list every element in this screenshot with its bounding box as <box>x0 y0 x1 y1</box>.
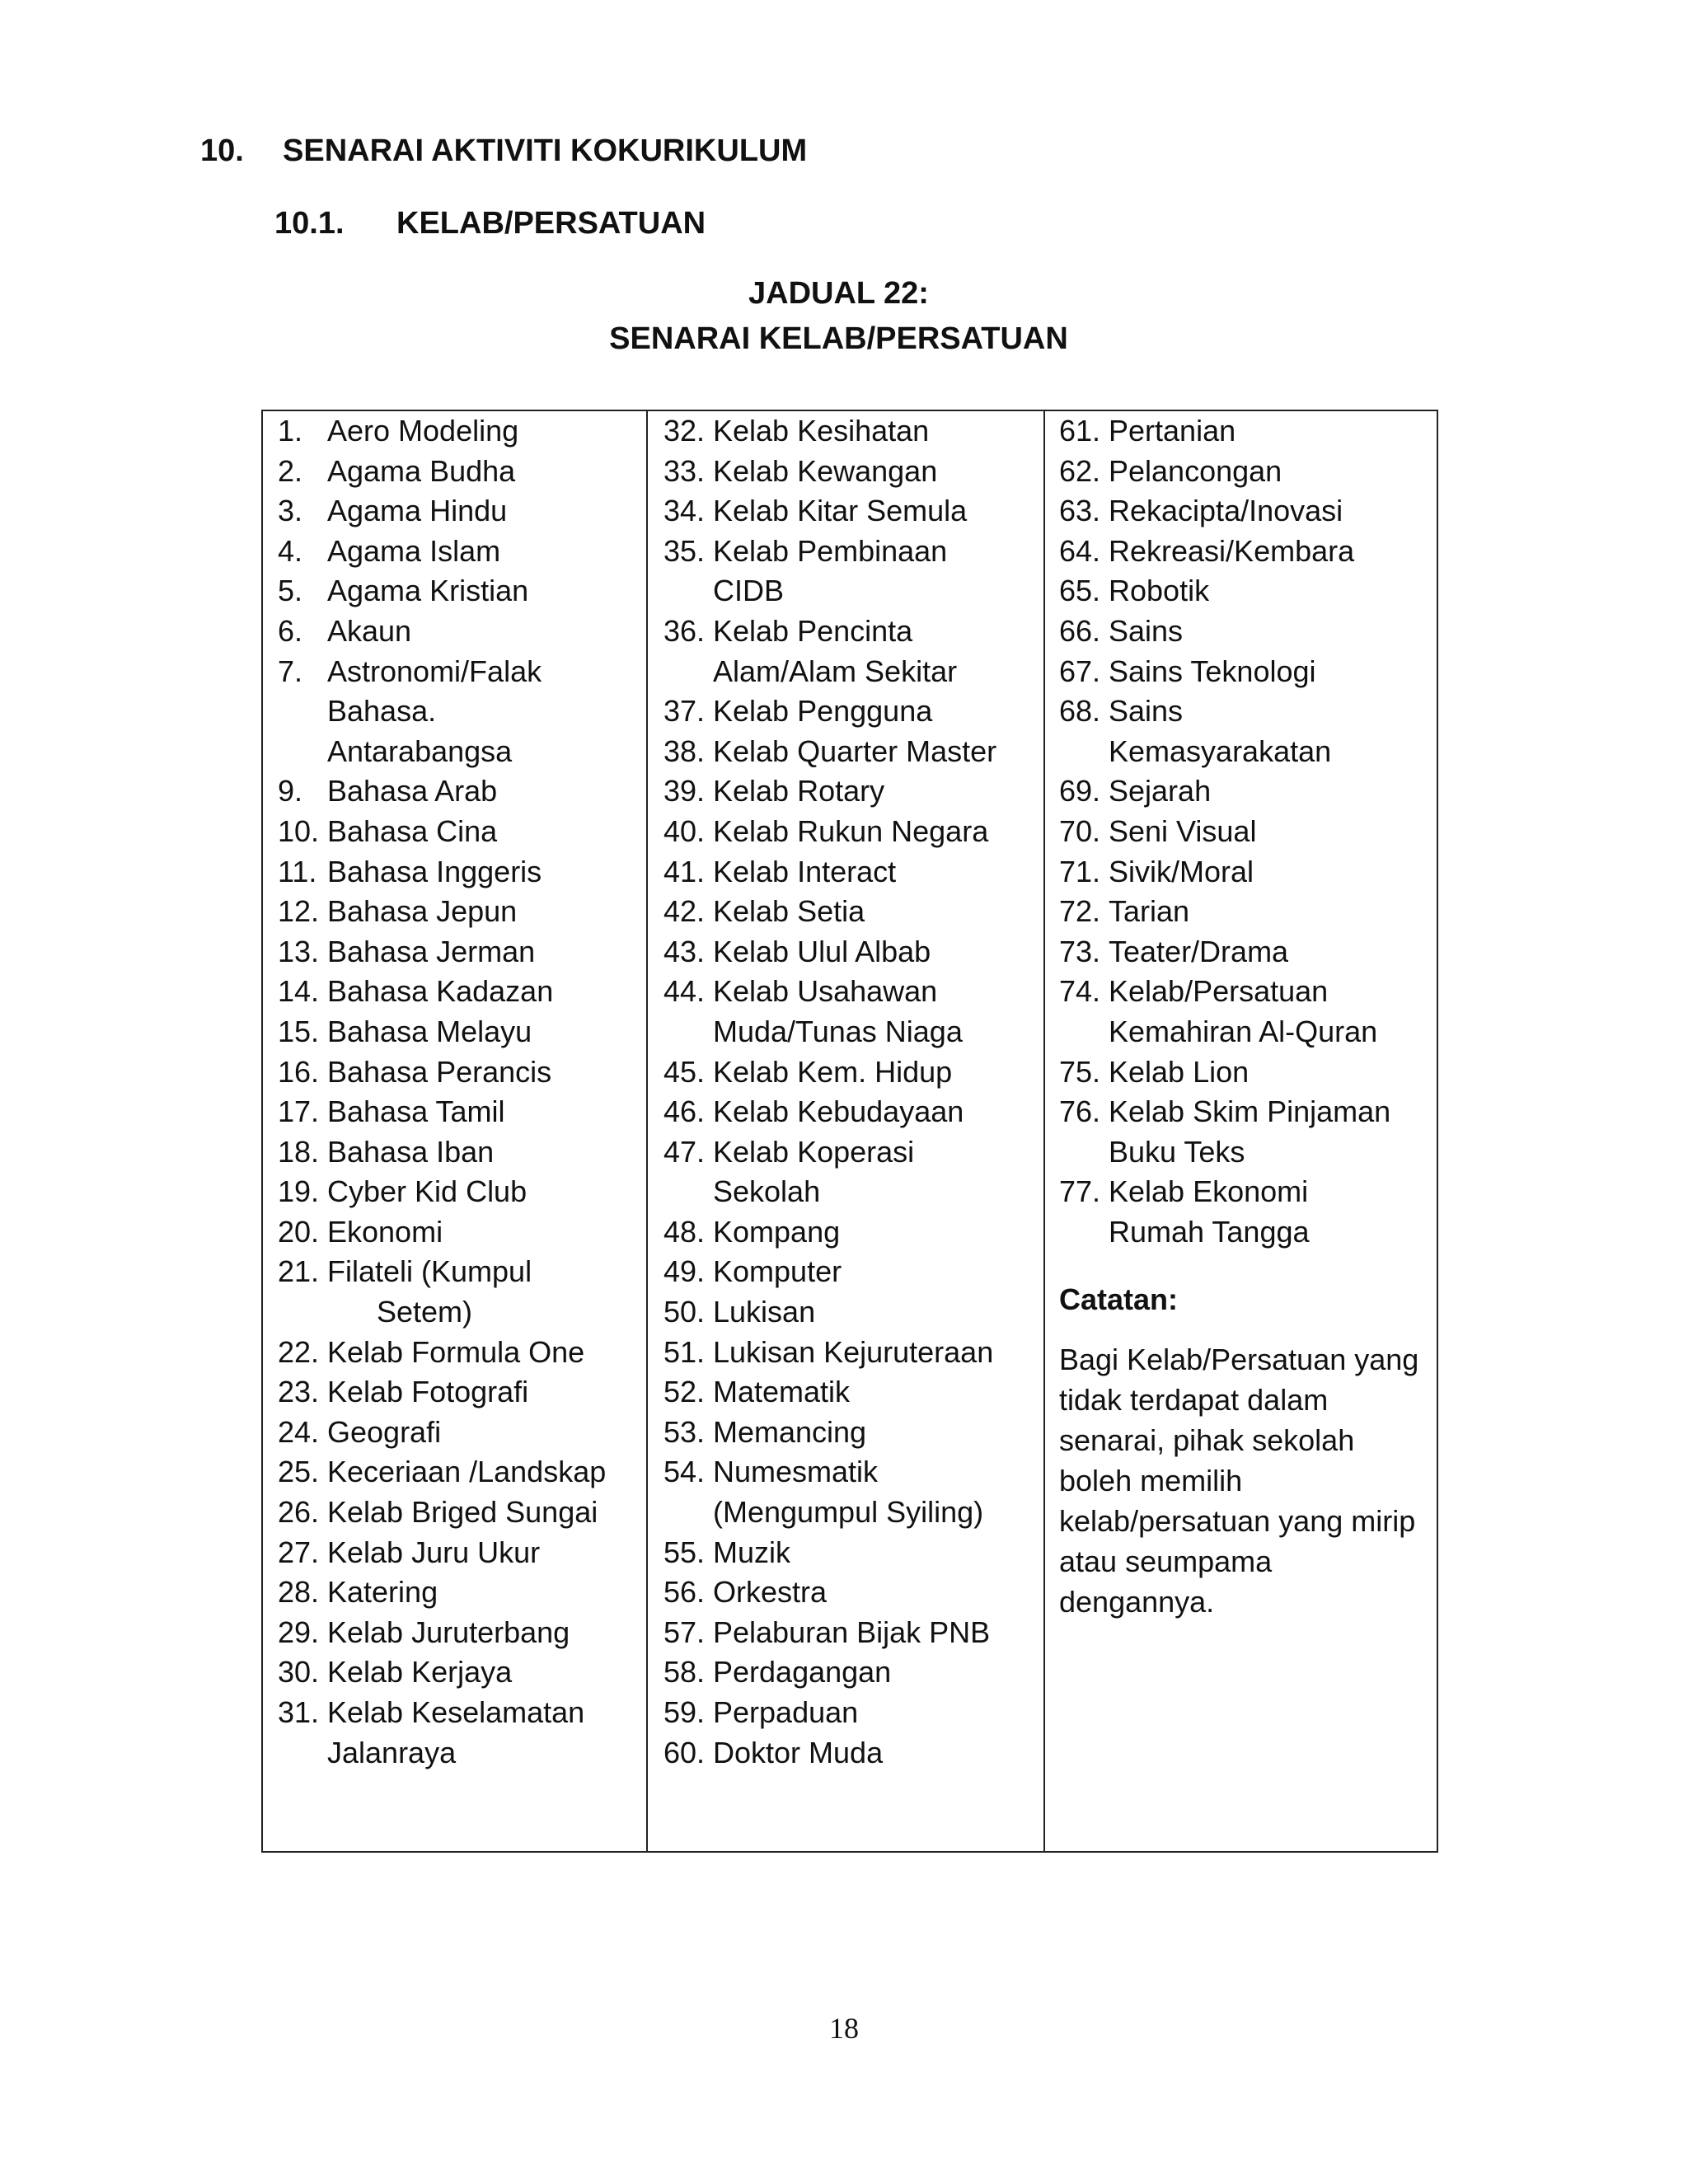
table-column-1 <box>278 411 640 1773</box>
item-number: 13. <box>278 934 320 968</box>
item-label: Bahasa Jepun <box>327 894 518 929</box>
item-label: Muzik <box>713 1535 791 1569</box>
item-label: Sains <box>1109 613 1184 648</box>
item-label-continuation: Muda/Tunas Niaga <box>713 1014 963 1048</box>
list-item <box>663 411 1039 452</box>
list-item <box>1059 452 1432 492</box>
item-label: Kelab Kebudayaan <box>713 1094 964 1129</box>
item-label: Cyber Kid Club <box>327 1174 528 1209</box>
item-label: Kelab Interact <box>713 854 897 888</box>
item-label: Kelab Formula One <box>327 1334 585 1369</box>
item-number: 64. <box>1059 533 1101 568</box>
item-number: 57. <box>663 1615 706 1649</box>
item-label: Bahasa Cina <box>327 813 498 848</box>
item-number: 3. <box>278 494 303 528</box>
item-label: Astronomi/Falak <box>327 654 542 688</box>
item-label: Agama Hindu <box>327 494 508 528</box>
item-number: 61. <box>1059 414 1101 448</box>
item-label: Sains Teknologi <box>1109 654 1316 688</box>
item-number: 5. <box>278 574 303 608</box>
list-item <box>278 1413 640 1453</box>
list-item <box>278 812 640 852</box>
item-label: Teater/Drama <box>1109 934 1289 968</box>
list-item <box>1059 852 1432 893</box>
section-number: 10. <box>200 134 244 168</box>
item-number: 43. <box>663 934 706 968</box>
item-label: Bahasa Perancis <box>327 1054 552 1089</box>
item-number: 31. <box>278 1695 320 1729</box>
item-label: Kelab Pencinta <box>713 613 913 648</box>
item-label-continuation: Alam/Alam Sekitar <box>713 654 958 688</box>
list-item <box>663 1333 1039 1373</box>
column-divider <box>1043 411 1045 1851</box>
item-label: Bahasa Kadazan <box>327 974 554 1009</box>
subsection-number: 10.1. <box>274 206 345 241</box>
item-number: 46. <box>663 1094 706 1129</box>
item-label: Pertanian <box>1109 414 1236 448</box>
item-label: Kelab Kerjaya <box>327 1655 513 1690</box>
list-item <box>1059 932 1432 972</box>
list-item <box>1059 892 1432 932</box>
section-heading <box>200 134 807 169</box>
item-label: Aero Modeling <box>327 414 519 448</box>
list-item <box>1059 972 1432 1052</box>
list-item <box>278 1212 640 1253</box>
list-item <box>663 1132 1039 1212</box>
list-item <box>278 1533 640 1573</box>
item-label: Kelab Usahawan <box>713 974 938 1009</box>
item-label: Matematik <box>713 1375 851 1409</box>
item-number: 65. <box>1059 574 1101 608</box>
list-item <box>1059 532 1432 572</box>
list-item <box>278 652 640 772</box>
item-label-continuation: Setem) <box>377 1295 473 1329</box>
page-number: 18 <box>829 2012 859 2045</box>
list-item <box>1059 771 1432 812</box>
item-label: Rekreasi/Kembara <box>1109 533 1355 568</box>
list-item <box>663 732 1039 772</box>
item-label: Bahasa Tamil <box>327 1094 505 1129</box>
item-label: Katering <box>327 1575 438 1610</box>
item-number: 73. <box>1059 934 1101 968</box>
item-label: Bahasa Iban <box>327 1134 495 1169</box>
item-label: Pelancongan <box>1109 453 1282 488</box>
list-item <box>663 1292 1039 1333</box>
list-item <box>278 1693 640 1773</box>
item-number: 41. <box>663 854 706 888</box>
item-number: 18. <box>278 1134 320 1169</box>
item-label: Kelab Fotografi <box>327 1375 529 1409</box>
item-number: 63. <box>1059 494 1101 528</box>
item-number: 37. <box>663 694 706 729</box>
item-label: Sivik/Moral <box>1109 854 1254 888</box>
item-label-continuation: Kemasyarakatan <box>1109 733 1332 768</box>
item-number: 9. <box>278 774 303 808</box>
list-item <box>278 892 640 932</box>
item-label: Robotik <box>1109 574 1210 608</box>
list-item <box>278 932 640 972</box>
list-item <box>663 852 1039 893</box>
item-number: 75. <box>1059 1054 1101 1089</box>
item-number: 68. <box>1059 694 1101 729</box>
item-number: 40. <box>663 813 706 848</box>
item-label: Bahasa Inggeris <box>327 854 542 888</box>
item-label: Sejarah <box>1109 774 1212 808</box>
item-label: Kelab Kesihatan <box>713 414 930 448</box>
item-number: 53. <box>663 1414 706 1449</box>
list-item <box>278 1493 640 1533</box>
list-item <box>663 771 1039 812</box>
list-item <box>663 1052 1039 1093</box>
list-item <box>663 1092 1039 1132</box>
item-number: 36. <box>663 613 706 648</box>
list-item <box>663 892 1039 932</box>
item-number: 51. <box>663 1334 706 1369</box>
item-label-continuation: Antarabangsa <box>327 733 513 768</box>
list-item <box>1059 491 1432 532</box>
list-item <box>1059 1172 1432 1252</box>
list-item <box>278 1372 640 1413</box>
note-title: Catatan: <box>1059 1282 1179 1317</box>
item-number: 72. <box>1059 894 1101 929</box>
item-label: Kelab Ulul Albab <box>713 934 931 968</box>
item-number: 32. <box>663 414 706 448</box>
list-item <box>663 1212 1039 1253</box>
list-item <box>663 972 1039 1052</box>
list-item <box>663 1733 1039 1774</box>
item-label: Kelab Briged Sungai <box>327 1495 598 1530</box>
item-label: Kelab Quarter Master <box>713 733 997 768</box>
club-list-table <box>261 410 1438 1853</box>
item-number: 54. <box>663 1455 706 1489</box>
item-label: Doktor Muda <box>713 1735 884 1769</box>
item-label: Kelab Skim Pinjaman <box>1109 1094 1391 1129</box>
item-label: Agama Islam <box>327 533 501 568</box>
item-label: Perdagangan <box>713 1655 892 1690</box>
item-number: 33. <box>663 453 706 488</box>
item-label: Agama Budha <box>327 453 516 488</box>
subsection-heading <box>274 206 706 241</box>
list-item <box>278 1333 640 1373</box>
item-number: 48. <box>663 1214 706 1249</box>
list-item <box>663 491 1039 532</box>
item-number: 38. <box>663 733 706 768</box>
list-item <box>278 532 640 572</box>
item-label: Sains <box>1109 694 1184 729</box>
item-number: 17. <box>278 1094 320 1129</box>
item-number: 42. <box>663 894 706 929</box>
list-item <box>1059 571 1432 612</box>
item-number: 59. <box>663 1695 706 1729</box>
item-number: 35. <box>663 533 706 568</box>
list-item <box>663 1372 1039 1413</box>
item-label: Kelab Keselamatan <box>327 1695 585 1729</box>
item-label: Lukisan Kejuruteraan <box>713 1334 994 1369</box>
item-label: Kelab Koperasi <box>713 1134 915 1169</box>
list-item <box>663 1572 1039 1613</box>
list-item <box>278 972 640 1012</box>
item-label: Kompang <box>713 1214 841 1249</box>
list-item <box>278 571 640 612</box>
list-item <box>1059 411 1432 452</box>
item-number: 12. <box>278 894 320 929</box>
list-item <box>278 612 640 652</box>
list-item <box>663 812 1039 852</box>
list-item <box>278 1452 640 1493</box>
list-item <box>1059 652 1432 692</box>
list-item <box>663 1652 1039 1693</box>
item-label: Ekonomi <box>327 1214 443 1249</box>
item-label: Filateli (Kumpul <box>327 1254 532 1289</box>
item-number: 52. <box>663 1375 706 1409</box>
item-label-continuation: Bahasa. <box>327 694 437 729</box>
list-item <box>278 1012 640 1052</box>
item-number: 50. <box>663 1295 706 1329</box>
item-number: 25. <box>278 1455 320 1489</box>
item-number: 1. <box>278 414 303 448</box>
list-item <box>278 411 640 452</box>
item-number: 76. <box>1059 1094 1101 1129</box>
item-label: Numesmatik <box>713 1455 879 1489</box>
table-caption-title: SENARAI KELAB/PERSATUAN <box>609 321 1068 356</box>
item-number: 58. <box>663 1655 706 1690</box>
item-label: Memancing <box>713 1414 867 1449</box>
item-number: 27. <box>278 1535 320 1569</box>
item-label: Kelab Lion <box>1109 1054 1250 1089</box>
item-label: Kelab Rotary <box>713 774 885 808</box>
item-number: 34. <box>663 494 706 528</box>
item-label: Kelab Kewangan <box>713 453 938 488</box>
item-number: 10. <box>278 813 320 848</box>
item-label: Orkestra <box>713 1575 828 1610</box>
list-item <box>278 771 640 812</box>
item-label: Kelab Pengguna <box>713 694 933 729</box>
list-item <box>278 1132 640 1173</box>
item-label: Keceriaan /Landskap <box>327 1455 607 1489</box>
item-label: Kelab/Persatuan <box>1109 974 1329 1009</box>
list-item <box>278 452 640 492</box>
list-item <box>1059 812 1432 852</box>
item-number: 21. <box>278 1254 320 1289</box>
list-item <box>278 852 640 893</box>
item-number: 6. <box>278 613 303 648</box>
item-number: 26. <box>278 1495 320 1530</box>
item-label: Tarian <box>1109 894 1190 929</box>
item-number: 16. <box>278 1054 320 1089</box>
item-label: Rekacipta/Inovasi <box>1109 494 1343 528</box>
item-number: 77. <box>1059 1174 1101 1209</box>
item-number: 74. <box>1059 974 1101 1009</box>
item-number: 70. <box>1059 813 1101 848</box>
item-label: Bahasa Arab <box>327 774 498 808</box>
list-item <box>1059 1052 1432 1093</box>
item-number: 66. <box>1059 613 1101 648</box>
item-number: 2. <box>278 453 303 488</box>
list-item <box>663 612 1039 691</box>
item-label: Kelab Kitar Semula <box>713 494 968 528</box>
item-label: Kelab Pembinaan <box>713 533 948 568</box>
item-label-continuation: Rumah Tangga <box>1109 1214 1310 1249</box>
item-label: Geografi <box>327 1414 442 1449</box>
table-column-2 <box>663 411 1039 1773</box>
item-number: 69. <box>1059 774 1101 808</box>
note-body: Bagi Kelab/Persatuan yang tidak terdapat dalam senarai, pihak sekolah boleh memilih kelab/persatuan yang mirip atau seumpama dengannya. <box>1059 1343 1419 1619</box>
item-label: Bahasa Jerman <box>327 934 536 968</box>
item-number: 20. <box>278 1214 320 1249</box>
item-label: Kelab Ekonomi <box>1109 1174 1309 1209</box>
subsection-title: KELAB/PERSATUAN <box>396 206 706 241</box>
list-item <box>1059 691 1432 771</box>
list-item <box>663 532 1039 612</box>
item-number: 49. <box>663 1254 706 1289</box>
item-label: Bahasa Melayu <box>327 1014 532 1048</box>
list-item <box>663 932 1039 972</box>
item-label: Perpaduan <box>713 1695 859 1729</box>
list-item <box>278 1652 640 1693</box>
list-item <box>278 1252 640 1332</box>
list-item <box>278 1613 640 1653</box>
item-label: Akaun <box>327 613 412 648</box>
table-caption-label: JADUAL 22: <box>748 276 929 311</box>
list-item <box>278 1092 640 1132</box>
column-3-items <box>1059 411 1432 1252</box>
item-number: 7. <box>278 654 303 688</box>
item-number: 30. <box>278 1655 320 1690</box>
item-number: 28. <box>278 1575 320 1610</box>
list-item <box>663 1533 1039 1573</box>
item-label-continuation: (Mengumpul Syiling) <box>713 1495 984 1530</box>
item-number: 24. <box>278 1414 320 1449</box>
item-number: 22. <box>278 1334 320 1369</box>
list-item <box>663 1693 1039 1733</box>
item-number: 39. <box>663 774 706 808</box>
table-column-3 <box>1059 411 1432 1622</box>
item-label: Pelaburan Bijak PNB <box>713 1615 991 1649</box>
item-number: 60. <box>663 1735 706 1769</box>
item-label: Seni Visual <box>1109 813 1257 848</box>
item-label: Kelab Juru Ukur <box>327 1535 541 1569</box>
list-item <box>278 1572 640 1613</box>
item-label-continuation: CIDB <box>713 574 785 608</box>
item-number: 4. <box>278 533 303 568</box>
item-number: 19. <box>278 1174 320 1209</box>
item-number: 14. <box>278 974 320 1009</box>
item-number: 23. <box>278 1375 320 1409</box>
list-item <box>663 1452 1039 1532</box>
item-label: Lukisan <box>713 1295 816 1329</box>
list-item <box>663 452 1039 492</box>
item-number: 56. <box>663 1575 706 1610</box>
list-item <box>1059 612 1432 652</box>
item-number: 44. <box>663 974 706 1009</box>
item-label: Agama Kristian <box>327 574 529 608</box>
item-number: 71. <box>1059 854 1101 888</box>
item-number: 45. <box>663 1054 706 1089</box>
list-item <box>663 1252 1039 1292</box>
item-label-continuation: Kemahiran Al-Quran <box>1109 1014 1378 1048</box>
list-item <box>663 691 1039 732</box>
list-item <box>278 1052 640 1093</box>
list-item <box>663 1613 1039 1653</box>
item-label: Kelab Kem. Hidup <box>713 1054 953 1089</box>
item-number: 15. <box>278 1014 320 1048</box>
column-divider <box>646 411 648 1851</box>
item-number: 47. <box>663 1134 706 1169</box>
item-number: 55. <box>663 1535 706 1569</box>
item-number: 67. <box>1059 654 1101 688</box>
item-label: Kelab Juruterbang <box>327 1615 570 1649</box>
section-title: SENARAI AKTIVITI KOKURIKULUM <box>283 134 808 168</box>
item-number: 11. <box>278 854 317 888</box>
item-label-continuation: Buku Teks <box>1109 1134 1245 1169</box>
item-number: 29. <box>278 1615 320 1649</box>
list-item <box>1059 1092 1432 1172</box>
list-item <box>278 491 640 532</box>
item-label-continuation: Jalanraya <box>327 1735 457 1769</box>
item-label: Kelab Rukun Negara <box>713 813 989 848</box>
item-label: Kelab Setia <box>713 894 865 929</box>
item-number: 62. <box>1059 453 1101 488</box>
list-item <box>278 1172 640 1212</box>
item-label-continuation: Sekolah <box>713 1174 821 1209</box>
item-label: Komputer <box>713 1254 842 1289</box>
list-item <box>663 1413 1039 1453</box>
